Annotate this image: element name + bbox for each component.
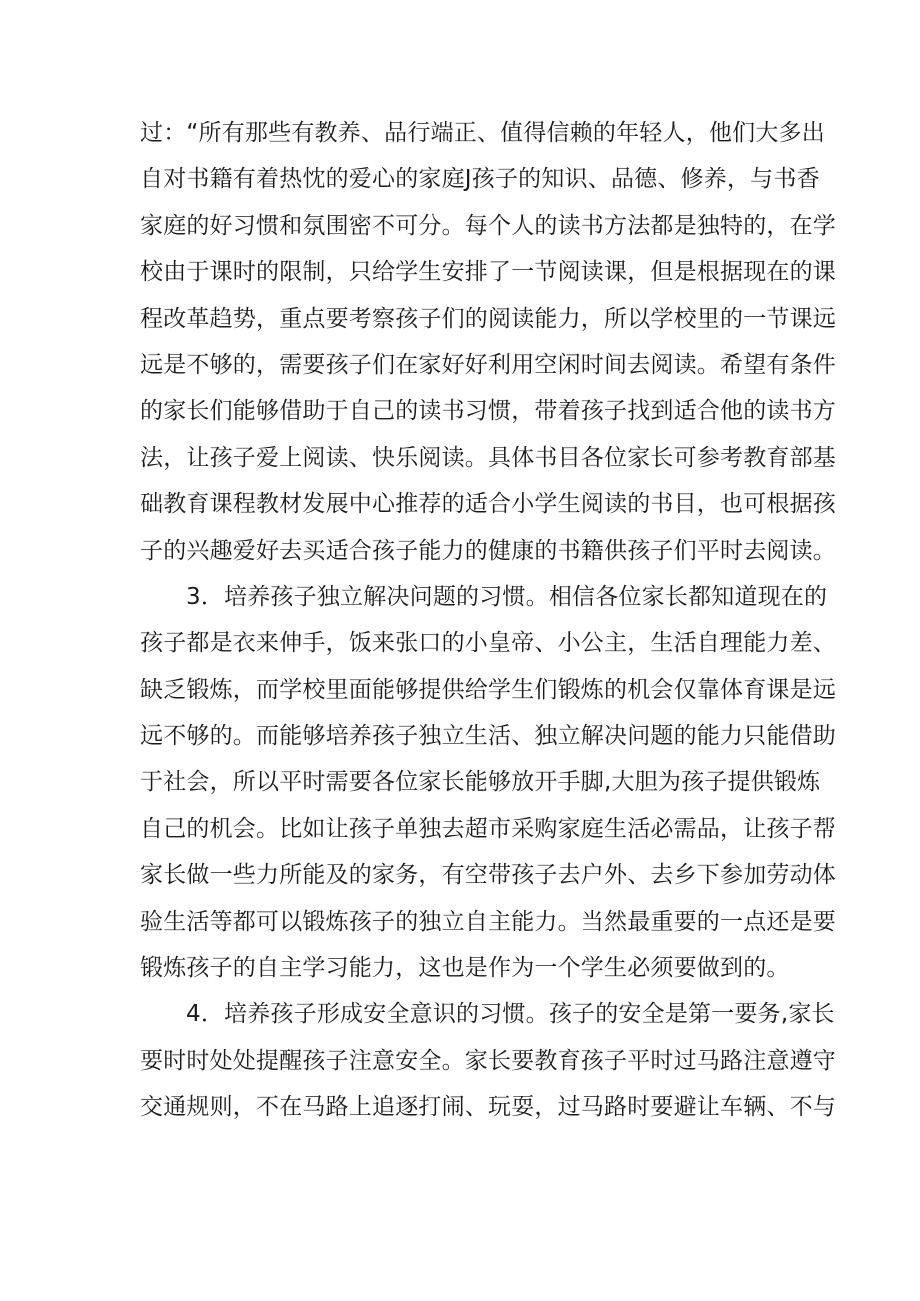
text-line: 程改革趋势，重点要考察孩子们的阅读能力，所以学校里的一节课远: [140, 305, 836, 332]
text-line: 的家长们能够借助于自己的读书习惯，带着孩子找到适合他的读书方: [140, 398, 836, 425]
text-line: 交通规则，不在马路上追逐打闹、玩耍，过马路时要避让车辆、不与: [140, 1094, 836, 1121]
paragraph-first-line: 3．培养孩子独立解决问题的习惯。相信各位家长都知道现在的: [186, 583, 828, 610]
text-line: 要时时处处提醒孩子注意安全。家长要教育孩子平时过马路注意遵守: [140, 1047, 836, 1074]
text-line: 孩子都是衣来伸手，饭来张口的小皇帝、小公主，生活自理能力差、: [140, 630, 836, 657]
paragraph-independence-habit: [140, 574, 836, 992]
text-line: 法，让孩子爱上阅读、快乐阅读。具体书目各位家长可参考教育部基: [140, 444, 836, 471]
paragraph-reading-habit: [140, 110, 836, 574]
text-line: 础教育课程教材发展中心推荐的适合小学生阅读的书目，也可根据孩: [140, 491, 836, 518]
text-line: 远是不够的，需要孩子们在家好好利用空闲时间去阅读。希望有条件: [140, 351, 836, 378]
text-line: 过：“所有那些有教养、品行端正、值得信赖的年轻人，他们大多出: [140, 120, 825, 146]
text-line: 缺乏锻炼，而学校里面能够提供给学生们锻炼的机会仅靠体育课是远: [140, 676, 836, 703]
document-body: [140, 110, 836, 1131]
paragraph-safety-habit: [140, 991, 836, 1130]
text-line: 远不够的。而能够培养孩子独立生活、独立解决问题的能力只能借助: [140, 723, 836, 750]
text-line: 验生活等都可以锻炼孩子的独立自主能力。当然最重要的一点还是要: [140, 908, 836, 935]
text-line: 家长做一些力所能及的家务，有空带孩子去户外、去乡下参加劳动体: [140, 862, 836, 889]
text-line: 自对书籍有着热忱的爱心的家庭J孩子的知识、品德、修养，与书香: [140, 166, 820, 193]
text-line: 子的兴趣爱好去买适合孩子能力的健康的书籍供孩子们平时去阅读。: [140, 537, 836, 564]
text-line: 自己的机会。比如让孩子单独去超市采购家庭生活必需品，让孩子帮: [140, 815, 836, 842]
text-line: 锻炼孩子的自主学习能力，这也是作为一个学生必须要做到的。: [140, 955, 790, 982]
text-line: 于社会，所以平时需要各位家长能够放开手脚,大胆为孩子提供锻炼: [140, 769, 821, 796]
paragraph-first-line: 4．培养孩子形成安全意识的习惯。孩子的安全是第一要务,家长: [186, 1001, 835, 1028]
text-line: 家庭的好习惯和氛围密不可分。每个人的读书方法都是独特的，在学: [140, 212, 836, 239]
text-line: 校由于课时的限制，只给学生安排了一节阅读课，但是根据现在的课: [140, 259, 836, 286]
